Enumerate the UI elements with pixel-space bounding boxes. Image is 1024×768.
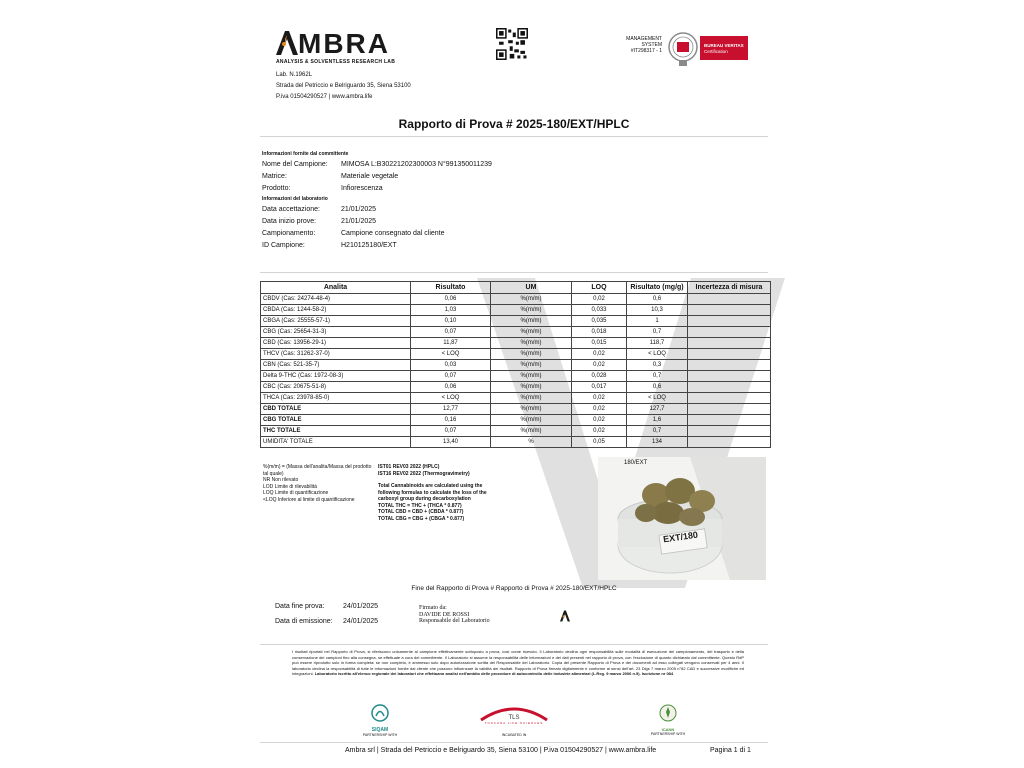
table-row: [261, 371, 771, 382]
end-date-value: 24/01/2025: [343, 603, 379, 610]
cell-analita: Delta 9-THC (Cas: 1972-08-3): [261, 371, 411, 382]
cell-loq: 0,05: [572, 437, 627, 448]
photo-caption: 180/EXT: [624, 460, 648, 466]
results-table: [260, 281, 771, 448]
table-header-row: [261, 282, 771, 294]
lab-info-value: Campione consegnato dal cliente: [341, 230, 445, 237]
table-row: [261, 437, 771, 448]
cell-um: %(m/m): [491, 316, 572, 327]
partner-icann: ICANN PARTNERSHIP WITH: [646, 704, 690, 736]
disclaimer-text: I risultati riportati nel Rapporto di Prova, si riferiscono unicamente al campione effettivamente sottoposto a prova, così come ricevuto. Il Laboratorio declina ogni responsabilità sulle modalità di esecuzione del campionamento, del trasporto e della conservazione dei campioni fino alla consegna, se effettuate a cura del committente. Il Laboratorio si assume la responsabilità delle informazioni e dei dati presenti nel rapporto di prova, con l'esclusione di quanto dichiarato dal committente. Questo RdP può essere riprodotto solo in forma completa: se non completo, è ammesso solo dopo autorizzazione scritta del Responsabile del Laboratorio. Copia del presente Rapporto di Prova e dei documenti ad esso collegati vengono conservati per 4 anni. Il laboratorio declina la responsabilità di tutte le informazioni fornite dal cliente che possono influenzare la validità dei risultati. Rapporto di Prova firmato digitalmente e conforme ai sensi dell'art. 23 Dlgs 7 marzo 2005 n°82 CAD e successive modifiche ed integrazioni. Laboratorio iscritto all'elenco regionale dei laboratori che effettuano analisi nell'ambito delle procedure di autocontrollo delle industrie alimentari (L.Reg. 9 marzo 2006 n.9). Iscrizione nr 084: [292, 649, 744, 677]
end-of-report-note: Fine del Rapporto di Prova # Rapporto di Prova # 2025-180/EXT/HPLC: [411, 585, 617, 592]
client-info-value: Infiorescenza: [341, 185, 383, 192]
client-info-row: [262, 159, 492, 171]
cell-incertezza: [688, 437, 771, 448]
cell-risultato-mgg: 0,7: [627, 426, 688, 437]
cell-loq: 0,035: [572, 316, 627, 327]
signature-block: Firmato da: DAVIDE DE ROSSI Responsabile del Laboratorio: [419, 605, 490, 624]
col-header-incertezza: Incertezza di misura: [688, 282, 771, 294]
cell-analita: CBN (Cas: 521-35-7): [261, 360, 411, 371]
cell-um: %(m/m): [491, 371, 572, 382]
table-row: [261, 305, 771, 316]
formula-thc: TOTAL THC = THC + (THCA * 0.877): [378, 502, 462, 509]
cell-risultato-mgg: 0,6: [627, 294, 688, 305]
lab-info-row: [262, 204, 492, 216]
cell-risultato-mgg: 1,6: [627, 415, 688, 426]
table-row: [261, 426, 771, 437]
col-header-risultato-mgg: Risultato (mg/g): [627, 282, 688, 294]
cell-risultato: 0,07: [411, 426, 491, 437]
lab-info-label: Campionamento:: [262, 230, 316, 237]
cell-incertezza: [688, 327, 771, 338]
table-row: [261, 415, 771, 426]
cell-um: %(m/m): [491, 415, 572, 426]
client-info-row: [262, 183, 492, 195]
cell-risultato-mgg: 10,3: [627, 305, 688, 316]
sample-info: [262, 150, 492, 252]
cell-um: %(m/m): [491, 382, 572, 393]
cell-incertezza: [688, 371, 771, 382]
cell-um: %(m/m): [491, 305, 572, 316]
cell-loq: 0,02: [572, 404, 627, 415]
cell-risultato-mgg: 127,7: [627, 404, 688, 415]
cell-um: %(m/m): [491, 360, 572, 371]
lab-info-value: 21/01/2025: [341, 218, 377, 225]
cell-risultato: 12,77: [411, 404, 491, 415]
disclaimer-registration: Laboratorio iscritto all'elenco regionale dei laboratori che effettuano analisi nell'ambito delle procedure di autocontrollo delle industrie alimentari (L.Reg. 9 marzo 2006 n.9). Iscrizione nr 084: [314, 671, 674, 677]
cell-loq: 0,017: [572, 382, 627, 393]
cell-risultato: < LOQ: [411, 393, 491, 404]
lab-section-heading: Informazioni del laboratorio: [262, 196, 328, 202]
client-section-heading: Informazioni fornite dal committente: [262, 151, 349, 157]
cell-incertezza: [688, 382, 771, 393]
cell-risultato-mgg: 0,7: [627, 371, 688, 382]
table-row: [261, 327, 771, 338]
logo-wordmark: MBRA: [298, 28, 390, 59]
logo-subtitle: ANALYSIS & SOLVENTLESS RESEARCH LAB: [276, 59, 396, 65]
cell-incertezza: [688, 415, 771, 426]
cell-loq: 0,02: [572, 426, 627, 437]
cell-incertezza: [688, 360, 771, 371]
cell-risultato-mgg: 1: [627, 316, 688, 327]
table-row: [261, 316, 771, 327]
cell-loq: 0,02: [572, 294, 627, 305]
client-info-value: Materiale vegetale: [341, 173, 399, 180]
report-title: Rapporto di Prova # 2025-180/EXT/HPLC: [398, 117, 630, 131]
method-thermo: IST16 REV02 2022 (Thermogravimetry): [378, 470, 470, 477]
lab-info-row: [262, 240, 492, 252]
cell-loq: 0,018: [572, 327, 627, 338]
lab-info-label: Data inizio prove:: [262, 218, 317, 225]
cell-um: %(m/m): [491, 404, 572, 415]
cell-incertezza: [688, 404, 771, 415]
cell-incertezza: [688, 305, 771, 316]
col-header-loq: LOQ: [572, 282, 627, 294]
cell-risultato-mgg: 0,7: [627, 327, 688, 338]
table-row: [261, 382, 771, 393]
cell-risultato: 0,06: [411, 382, 491, 393]
cell-loq: 0,028: [572, 371, 627, 382]
page-number: Pagina 1 di 1: [710, 747, 751, 754]
cell-risultato: 1,03: [411, 305, 491, 316]
cell-um: %(m/m): [491, 426, 572, 437]
cell-risultato-mgg: < LOQ: [627, 393, 688, 404]
cell-incertezza: [688, 316, 771, 327]
cell-analita: CBDV (Cas: 24274-48-4): [261, 294, 411, 305]
jar-label: EXT/180: [662, 529, 699, 545]
cell-risultato-mgg: < LOQ: [627, 349, 688, 360]
management-system-label: MANAGEMENT SYSTEM #IT298317 - 1: [626, 36, 662, 54]
cell-analita: CBG TOTALE: [261, 415, 411, 426]
cell-loq: 0,02: [572, 415, 627, 426]
cell-risultato: 13,40: [411, 437, 491, 448]
cell-risultato: 0,03: [411, 360, 491, 371]
cell-loq: 0,015: [572, 338, 627, 349]
cell-risultato: < LOQ: [411, 349, 491, 360]
cell-analita: CBD TOTALE: [261, 404, 411, 415]
cell-incertezza: [688, 338, 771, 349]
client-info-value: MIMOSA L:B30221202300003 N°991350011239: [341, 161, 492, 168]
partners-row: [260, 704, 768, 744]
cell-incertezza: [688, 426, 771, 437]
cell-incertezza: [688, 349, 771, 360]
sample-jar-image: [598, 457, 766, 580]
client-info-row: [262, 171, 492, 183]
info-divider: [260, 272, 768, 273]
cell-analita: CBD (Cas: 13956-29-1): [261, 338, 411, 349]
table-row: [261, 294, 771, 305]
cell-um: %(m/m): [491, 327, 572, 338]
cell-um: %(m/m): [491, 338, 572, 349]
col-header-um: UM: [491, 282, 572, 294]
title-divider: [260, 136, 768, 137]
cell-loq: 0,02: [572, 393, 627, 404]
cell-risultato: 0,10: [411, 316, 491, 327]
lab-info-row: [262, 228, 492, 240]
lab-info-value: H210125180/EXT: [341, 242, 397, 249]
lab-number: Lab. N.1962L: [276, 72, 313, 78]
methods-block: [378, 464, 493, 522]
cell-risultato-mgg: 118,7: [627, 338, 688, 349]
bureau-veritas-badge: BUREAU VERITAS Certification: [700, 36, 748, 60]
lab-vat-website: P.iva 01504290527 | www.ambra.life: [276, 94, 373, 100]
lab-info-row: [262, 216, 492, 228]
ambra-small-logo-icon: [560, 610, 570, 622]
cell-risultato-mgg: 0,3: [627, 360, 688, 371]
method-hplc: IST01 REV03 2022 (HPLC): [378, 464, 440, 470]
cell-incertezza: [688, 294, 771, 305]
col-header-analita: Analita: [261, 282, 411, 294]
ambra-logo: [276, 30, 395, 65]
footer-divider: [260, 742, 768, 743]
cell-risultato-mgg: 134: [627, 437, 688, 448]
partner-tls: TLS TOSCANA LIFE SCIENCES INCUBATED IN: [466, 704, 562, 737]
end-date-label: Data fine prova:: [275, 603, 325, 610]
cell-analita: CBGA (Cas: 25555-57-1): [261, 316, 411, 327]
qr-code-icon: [496, 28, 528, 60]
cell-analita: THC TOTALE: [261, 426, 411, 437]
col-header-risultato: Risultato: [411, 282, 491, 294]
cell-incertezza: [688, 393, 771, 404]
legend: %(m/m) = (Massa dell'analita/Massa del prodotto tal quale) NR Non rilevato LOD Limite di rilevabilità LOQ Limite di quantificazione <LOQ Inferiore al limite di quantificazione: [263, 464, 372, 503]
cell-analita: CBDA (Cas: 1244-58-2): [261, 305, 411, 316]
formula-cbd: TOTAL CBD = CBD + (CBDA * 0.877): [378, 509, 464, 515]
cell-risultato: 0,16: [411, 415, 491, 426]
cell-analita: CBC (Cas: 20675-51-8): [261, 382, 411, 393]
cell-analita: CBG (Cas: 25654-31-3): [261, 327, 411, 338]
cell-um: %(m/m): [491, 349, 572, 360]
cell-risultato-mgg: 0,6: [627, 382, 688, 393]
calc-note: Total Cannabinoids are calculated using the following formulas to calculate the loss of the carboxyl group during decarboxylation: [378, 483, 487, 502]
cell-risultato: 0,07: [411, 371, 491, 382]
client-info-label: Prodotto:: [262, 185, 291, 192]
cell-risultato: 11,87: [411, 338, 491, 349]
table-row: [261, 349, 771, 360]
cell-loq: 0,033: [572, 305, 627, 316]
siqam-logo-icon: [371, 704, 389, 722]
issue-date-label: Data di emissione:: [275, 618, 333, 625]
sample-photo: [598, 457, 766, 580]
cell-risultato: 0,06: [411, 294, 491, 305]
issue-date-value: 24/01/2025: [343, 618, 379, 625]
cell-um: %(m/m): [491, 294, 572, 305]
cell-risultato: 0,07: [411, 327, 491, 338]
lab-info-value: 21/01/2025: [341, 206, 377, 213]
cell-um: %(m/m): [491, 393, 572, 404]
lab-info-label: Data accettazione:: [262, 206, 320, 213]
cell-um: %: [491, 437, 572, 448]
table-row: [261, 360, 771, 371]
bureau-veritas-seal-icon: [668, 30, 698, 68]
ambra-logo-mark: [276, 31, 298, 55]
disclaimer-divider: [260, 644, 768, 645]
cell-loq: 0,02: [572, 360, 627, 371]
table-row: [261, 338, 771, 349]
cell-analita: THCA (Cas: 23978-85-0): [261, 393, 411, 404]
report-dates: [275, 603, 378, 633]
partner-siqam: SIQAM PARTNERSHIP WITH: [358, 704, 402, 737]
footer-company-info: Ambra srl | Strada del Petriccio e Belriguardo 35, Siena 53100 | P.iva 01504290527 | www.ambra.life: [345, 747, 657, 754]
cell-analita: UMIDITA' TOTALE: [261, 437, 411, 448]
formula-cbg: TOTAL CBG = CBG + (CBGA * 0.877): [378, 515, 465, 522]
lab-contact-info: [276, 70, 411, 103]
lab-info-label: ID Campione:: [262, 242, 305, 249]
client-info-label: Nome del Campione:: [262, 161, 328, 168]
table-row: [261, 393, 771, 404]
table-row: [261, 404, 771, 415]
client-info-label: Matrice:: [262, 173, 287, 180]
cell-analita: THCV (Cas: 31262-37-0): [261, 349, 411, 360]
lab-address: Strada del Petriccio e Belriguardo 35, Siena 53100: [276, 83, 411, 89]
icann-logo-icon: [659, 704, 677, 722]
cell-loq: 0,02: [572, 349, 627, 360]
